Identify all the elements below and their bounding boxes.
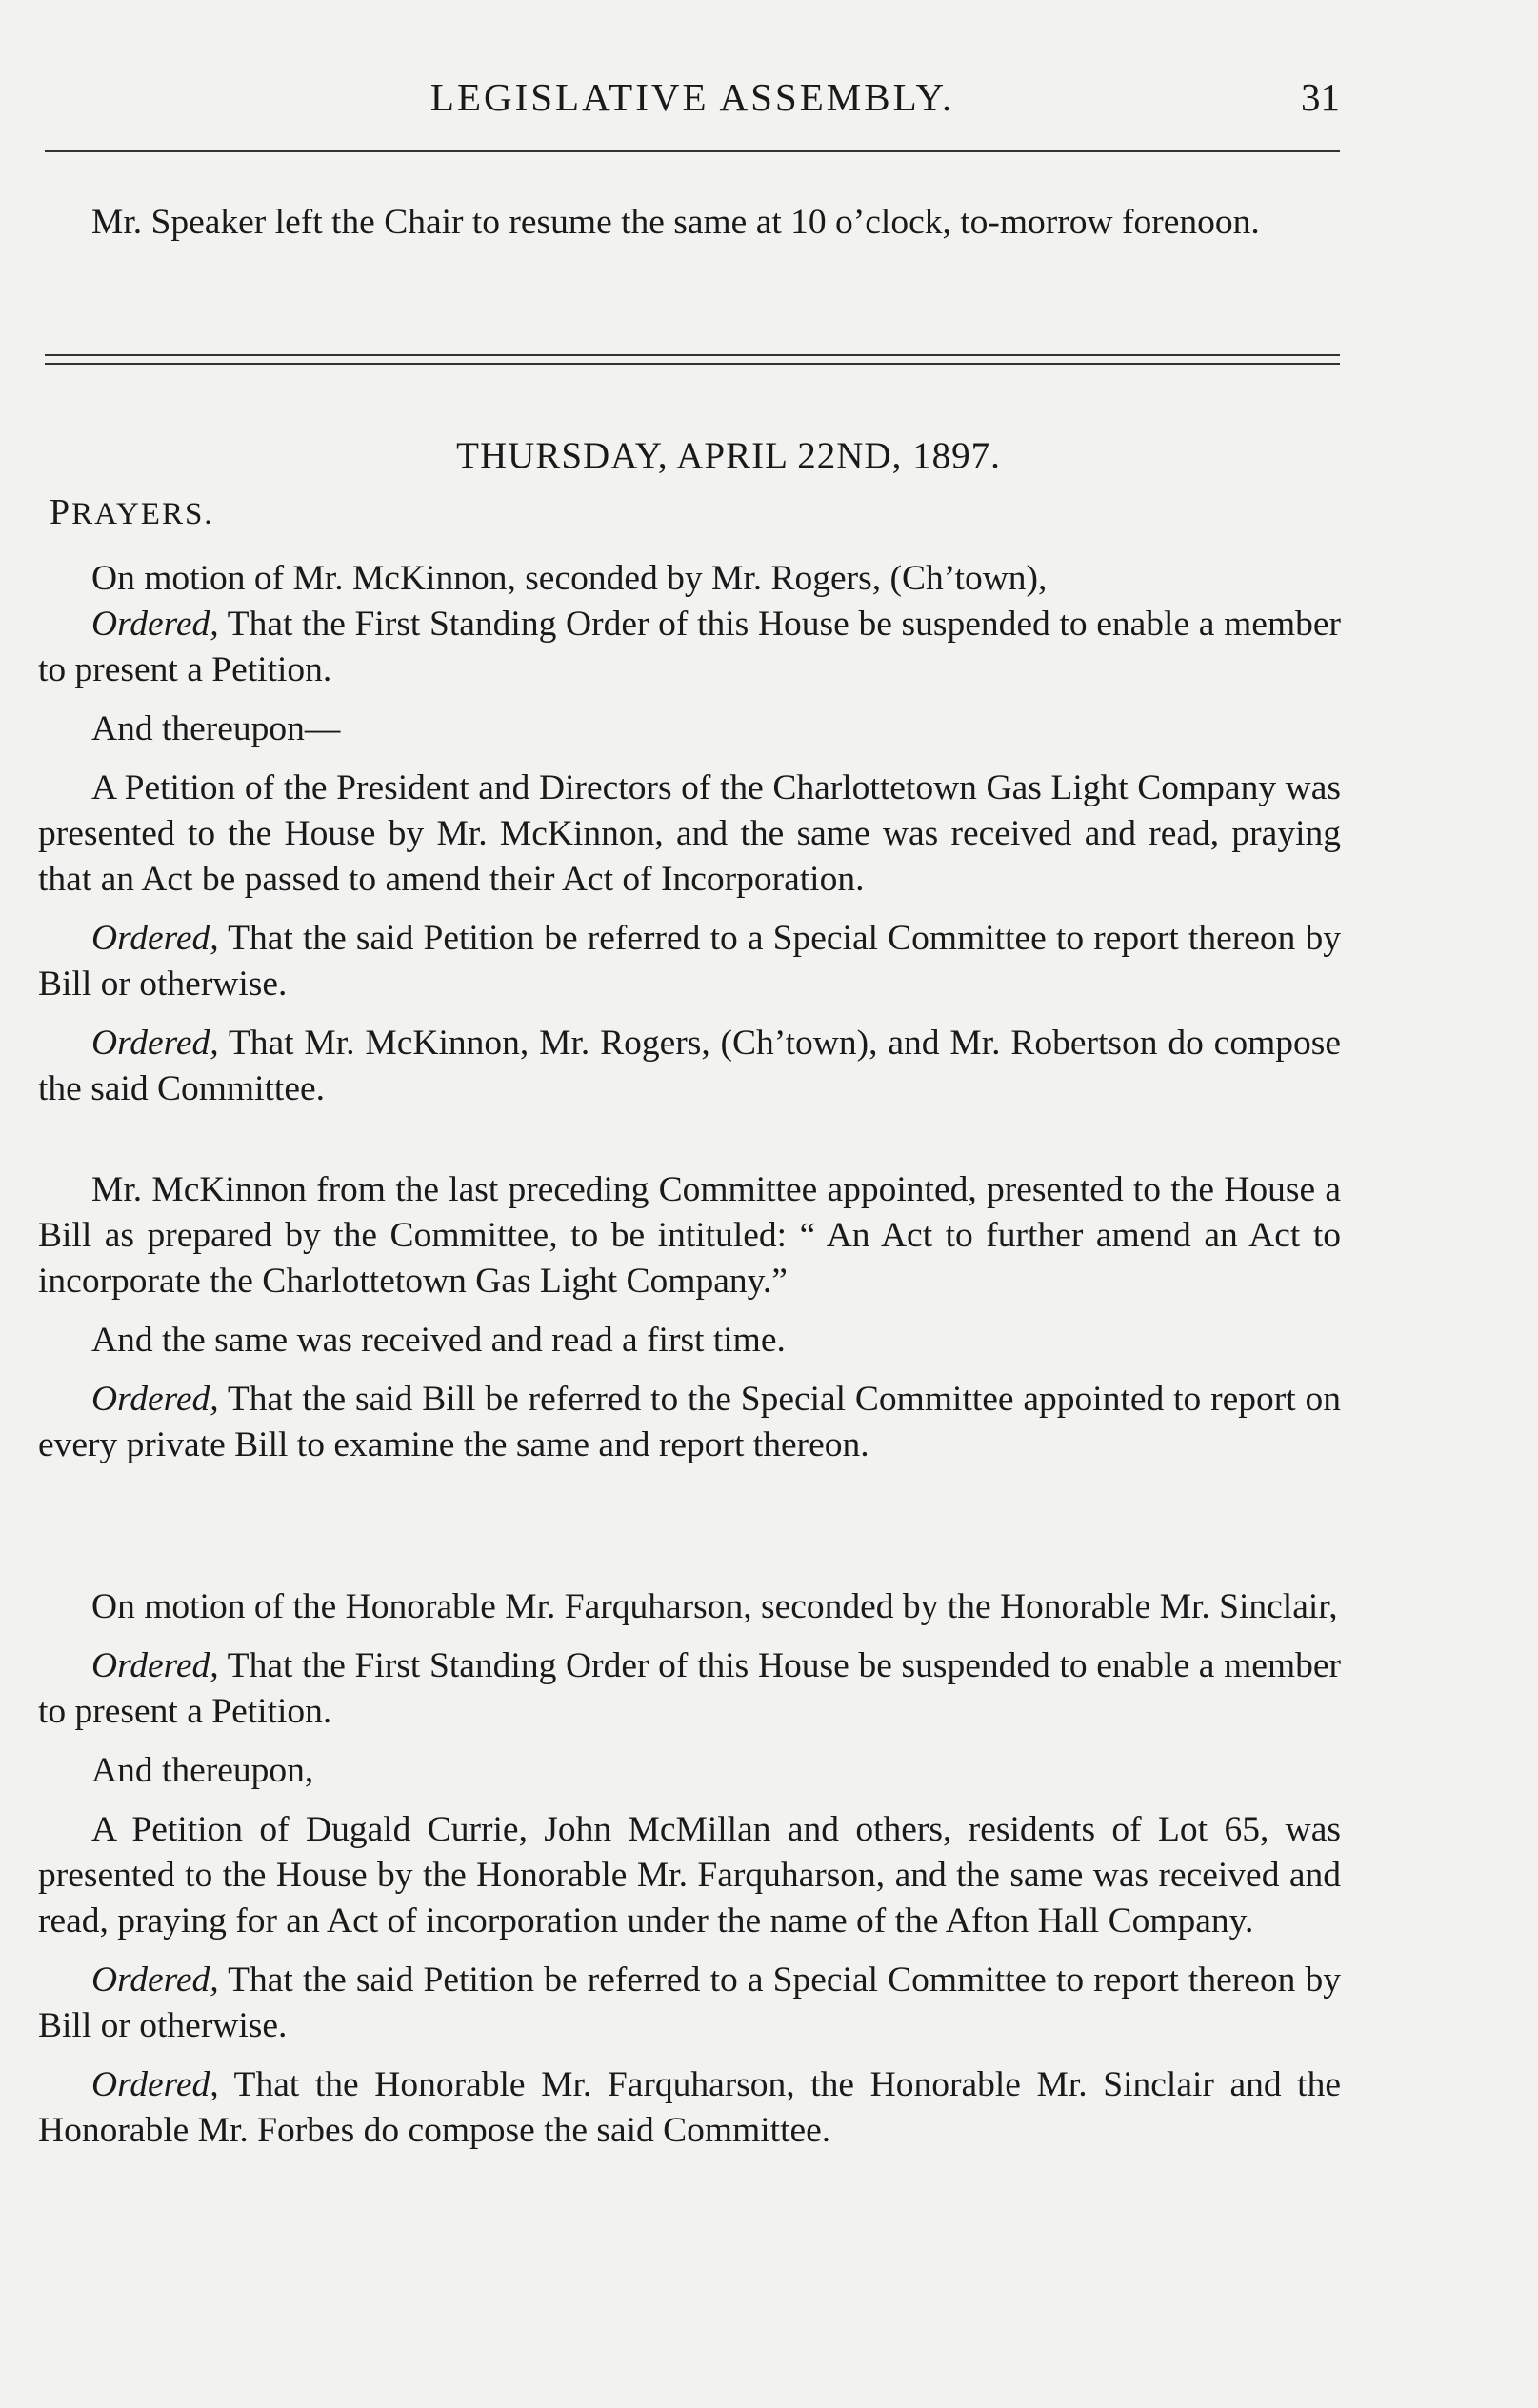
ordered-label: Ordered, bbox=[91, 605, 219, 644]
paragraph: A Petition of the President and Directors of the Charlottetown Gas Light Company was presented to the House by Mr. McKinnon, and the same was received and read, praying that an Act be passed to amend their Act of Incorporation. bbox=[38, 768, 1341, 899]
adjournment-block bbox=[38, 200, 1341, 246]
paragraph: On motion of the Honorable Mr. Farquharson, seconded by the Honorable Mr. Sinclair, bbox=[91, 1587, 1338, 1626]
paragraph: Mr. McKinnon from the last preceding Committee appointed, presented to the House a Bill as prepared by the Committee, to be intituled: “ An Act to further amend an Act to incorporate the Charlottetown Gas Light Company.” bbox=[38, 1170, 1341, 1301]
ordered-label: Ordered, bbox=[91, 1024, 219, 1063]
proceedings-block-3 bbox=[38, 1584, 1341, 2154]
paragraph: And the same was received and read a first time. bbox=[91, 1321, 786, 1360]
ordered-label: Ordered, bbox=[91, 1960, 219, 2000]
page-number: 31 bbox=[1301, 75, 1340, 119]
paragraph: Ordered, That the said Petition be referred to a Special Committee to report thereon by Bill or otherwise. bbox=[38, 1960, 1341, 2045]
paragraph: Ordered, That the First Standing Order of this House be suspended to enable a member to present a Petition. bbox=[38, 1646, 1341, 1731]
paragraph: Ordered, That the said Petition be referred to a Special Committee to report thereon by Bill or otherwise. bbox=[38, 919, 1341, 1004]
ordered-label: Ordered, bbox=[91, 1646, 219, 1685]
ordered-label: Ordered, bbox=[91, 2065, 219, 2104]
prayers-heading bbox=[50, 491, 214, 533]
paragraph: And thereupon, bbox=[91, 1751, 314, 1790]
adjournment-paragraph: Mr. Speaker left the Chair to resume the same at 10 o’clock, to-morrow forenoon. bbox=[91, 203, 1260, 242]
paragraph: Ordered, That the said Bill be referred to the Special Committee appointed to report on every private Bill to examine the same and report thereon. bbox=[38, 1380, 1341, 1464]
page-header bbox=[45, 74, 1340, 131]
ordered-label: Ordered, bbox=[91, 1380, 219, 1419]
date-heading: THURSDAY, APRIL 22ND, 1897. bbox=[456, 435, 1001, 476]
prayers-rest: RAYERS. bbox=[71, 497, 214, 531]
proceedings-block-2 bbox=[38, 1167, 1341, 1468]
section-divider bbox=[45, 354, 1340, 365]
ordered-label: Ordered, bbox=[91, 919, 219, 958]
header-rule bbox=[45, 150, 1340, 152]
paragraph: Ordered, That the First Standing Order of this House be suspended to enable a member to present a Petition. bbox=[38, 605, 1341, 689]
proceedings-block-1 bbox=[38, 556, 1341, 1112]
prayers-initial: P bbox=[50, 492, 72, 532]
paragraph: Ordered, That the Honorable Mr. Farquharson, the Honorable Mr. Sinclair and the Honorable Mr. Forbes do compose the said Committee. bbox=[38, 2065, 1341, 2150]
paragraph: Ordered, That Mr. McKinnon, Mr. Rogers, (Ch’town), and Mr. Robertson do compose the said Committee. bbox=[38, 1024, 1341, 1108]
paragraph: A Petition of Dugald Currie, John McMillan and others, residents of Lot 65, was presented to the House by the Honorable Mr. Farquharson, and the same was received and read, praying for an Act of incorporation under the name of the Afton Hall Company. bbox=[38, 1810, 1341, 1940]
running-head: LEGISLATIVE ASSEMBLY. bbox=[429, 75, 955, 119]
paragraph: On motion of Mr. McKinnon, seconded by Mr. Rogers, (Ch’town), bbox=[91, 559, 1048, 598]
paragraph: And thereupon— bbox=[91, 709, 341, 748]
